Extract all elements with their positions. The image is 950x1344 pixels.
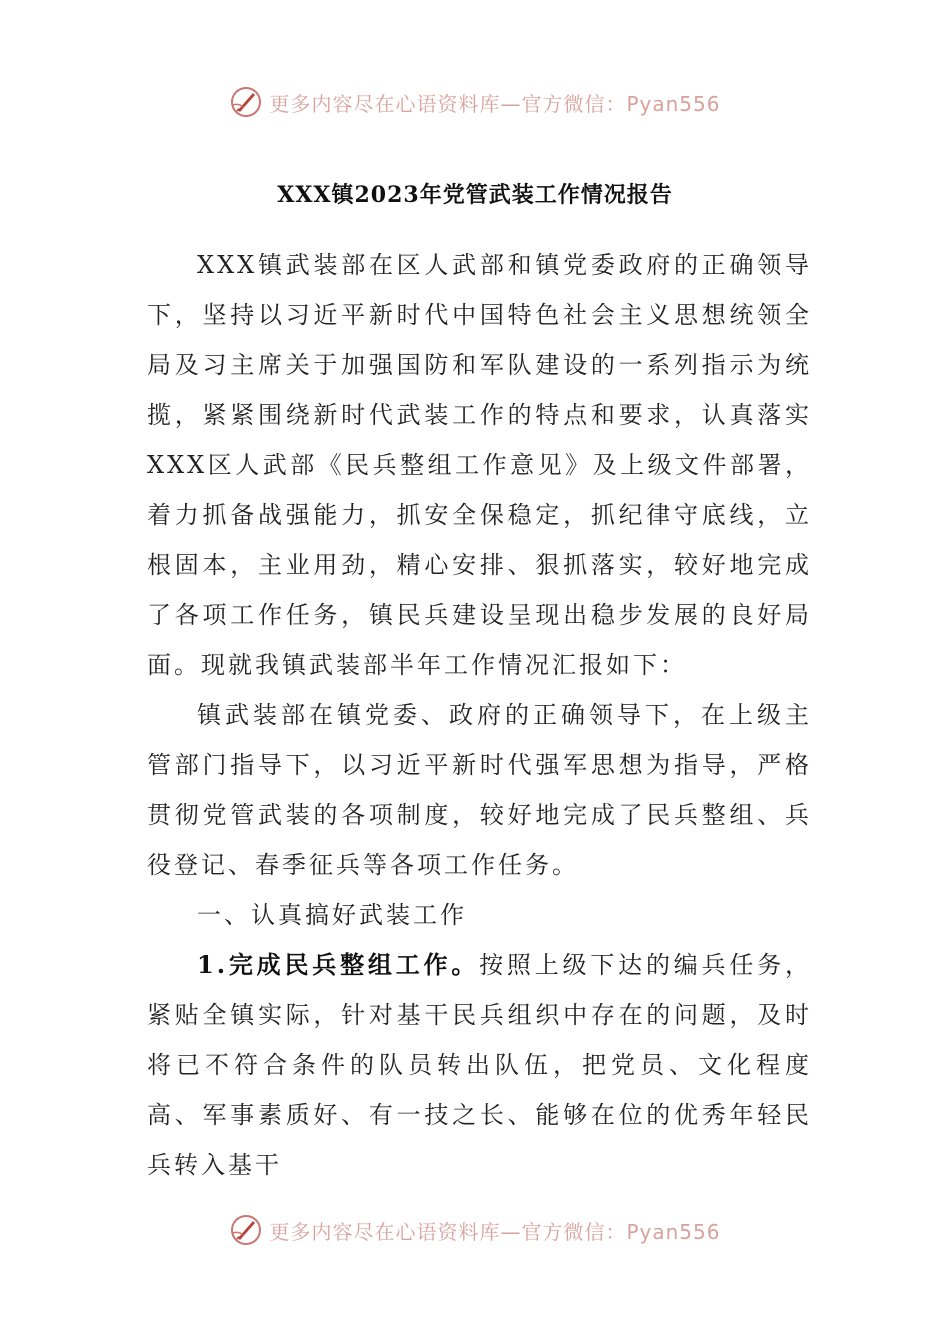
watermark-main-text: 更多内容尽在心语资料库 bbox=[269, 1219, 501, 1244]
document-title: XXX镇2023年党管武装工作情况报告 bbox=[277, 182, 673, 208]
header-watermark bbox=[0, 80, 950, 124]
quill-pen-logo-icon bbox=[229, 1213, 263, 1247]
paragraph-intro: XXX镇武装部在区人武部和镇党委政府的正确领导下，坚持以习近平新时代中国特色社会主义思想统领全局及习主席关于加强国防和军队建设的一系列指示为统揽，紧紧围绕新时代武装工作的特点和要求，认真落实XXX区人武部《民兵整组工作意见》及上级文件部署，着力抓备战强能力，抓安全保稳定，抓纪律守底线，立根固本，主业用劲，精心安排、狠抓落实，较好地完成了各项工作任务，镇民兵建设呈现出稳步发展的良好局面。现就我镇武装部半年工作情况汇报如下： bbox=[147, 251, 812, 679]
watermark-dash: — bbox=[500, 1219, 522, 1244]
watermark-wechat-text: 官方微信：Pyan556 bbox=[521, 91, 721, 116]
quill-pen-logo-icon bbox=[229, 85, 263, 119]
paragraph-summary: 镇武装部在镇党委、政府的正确领导下，在上级主管部门指导下，以习近平新时代强军思想为指导，严格贯彻党管武装的各项制度，较好地完成了民兵整组、兵役登记、春季征兵等各项工作任务。 bbox=[147, 701, 812, 879]
watermark-dash: — bbox=[500, 91, 522, 116]
section-heading: 一、认真搞好武装工作 bbox=[197, 901, 467, 929]
item-1-body: 按照上级下达的编兵任务，紧贴全镇实际，针对基干民兵组织中存在的问题，及时将已不符合条件的队员转出队伍，把党员、文化程度高、军事素质好、有一技之长、能够在位的优秀年轻民兵转入基干 bbox=[147, 951, 812, 1179]
watermark-main-text: 更多内容尽在心语资料库 bbox=[269, 91, 501, 116]
watermark-text bbox=[269, 88, 720, 117]
paragraph-item-1 bbox=[147, 940, 812, 1190]
item-1-lead: 1.完成民兵整组工作。 bbox=[197, 950, 480, 979]
document-body bbox=[147, 240, 812, 1190]
watermark-text bbox=[269, 1216, 720, 1245]
footer-watermark bbox=[0, 1208, 950, 1252]
watermark-wechat-text: 官方微信：Pyan556 bbox=[521, 1219, 721, 1244]
